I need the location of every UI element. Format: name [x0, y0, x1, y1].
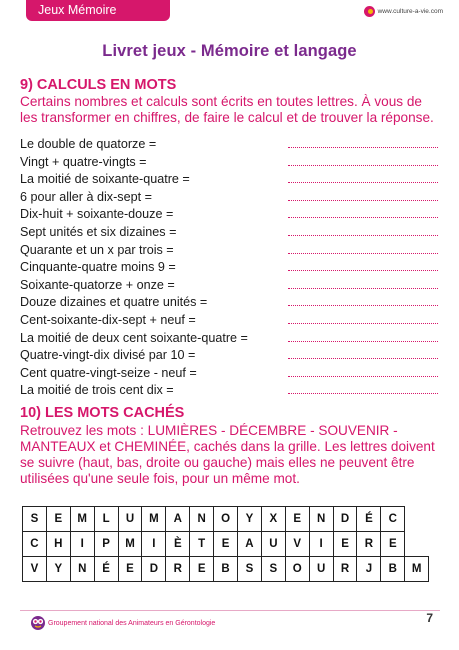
answer-line[interactable] — [288, 137, 438, 148]
calc-row — [20, 295, 440, 313]
grid-cell[interactable]: N — [190, 507, 214, 532]
calc-row — [20, 383, 440, 401]
grid-cell[interactable]: R — [357, 532, 381, 557]
grid-cell[interactable]: Y — [238, 507, 262, 532]
grid-cell[interactable]: E — [333, 532, 357, 557]
calc-row — [20, 348, 440, 366]
grid-cell[interactable]: È — [166, 532, 190, 557]
section-10-intro-line-3: se suivre (haut, bas, droite ou gauche) mais elles ne peuvent être — [20, 455, 415, 470]
grid-row — [23, 557, 429, 582]
grid-cell[interactable]: U — [309, 557, 333, 582]
section-9-intro-line-2: les transformer en chiffres, de faire le calcul et de trouver la réponse. — [20, 110, 434, 125]
section-10-intro-line-4: utilisées qu'une seule fois, pour un même mot. — [20, 471, 300, 486]
calc-question: Dix-huit + soixante-douze = — [20, 207, 174, 222]
grid-cell[interactable]: A — [238, 532, 262, 557]
calc-row — [20, 225, 440, 243]
grid-cell[interactable]: C — [23, 532, 47, 557]
grid-cell[interactable]: C — [381, 507, 405, 532]
answer-line[interactable] — [288, 366, 438, 377]
word-search-grid — [22, 506, 429, 582]
answer-line[interactable] — [288, 260, 438, 271]
calc-question: Douze dizaines et quatre unités = — [20, 295, 208, 310]
section-10-title: 10) LES MOTS CACHÉS — [20, 405, 185, 421]
footer-divider — [20, 610, 440, 611]
grid-cell[interactable]: D — [333, 507, 357, 532]
calc-row — [20, 313, 440, 331]
calc-row — [20, 172, 440, 190]
grid-cell[interactable]: S — [238, 557, 262, 582]
grid-cell[interactable]: I — [70, 532, 94, 557]
calc-row — [20, 137, 440, 155]
grid-cell[interactable]: E — [118, 557, 142, 582]
grid-cell[interactable]: E — [214, 532, 238, 557]
grid-cell[interactable]: M — [70, 507, 94, 532]
grid-cell[interactable]: B — [214, 557, 238, 582]
grid-cell[interactable]: S — [261, 557, 285, 582]
calc-row — [20, 331, 440, 349]
grid-cell[interactable]: S — [23, 507, 47, 532]
grid-cell[interactable]: U — [261, 532, 285, 557]
grid-cell[interactable]: X — [261, 507, 285, 532]
calc-question: La moitié de deux cent soixante-quatre = — [20, 330, 248, 345]
grid-cell[interactable]: R — [333, 557, 357, 582]
section-10-intro-line-2: MANTEAUX et CHEMINÉE, cachés dans la grille. Les lettres doivent — [20, 439, 435, 454]
header-tab: Jeux Mémoire — [26, 0, 170, 21]
grid-cell[interactable]: J — [357, 557, 381, 582]
grid-cell[interactable]: Y — [46, 557, 70, 582]
culture-logo-icon — [364, 6, 375, 17]
grid-cell[interactable]: O — [285, 557, 309, 582]
answer-line[interactable] — [288, 313, 438, 324]
ganeg-logo-icon — [30, 615, 46, 631]
section-9-intro-line-1: Certains nombres et calculs sont écrits en toutes lettres. À vous de — [20, 94, 422, 109]
grid-cell[interactable]: I — [309, 532, 333, 557]
grid-cell[interactable]: A — [166, 507, 190, 532]
answer-line[interactable] — [288, 225, 438, 236]
calc-question: Soixante-quatorze + onze = — [20, 277, 175, 292]
grid-cell[interactable]: H — [46, 532, 70, 557]
grid-cell[interactable]: E — [190, 557, 214, 582]
calc-question: Sept unités et six dizaines = — [20, 224, 177, 239]
calc-row — [20, 190, 440, 208]
calc-row — [20, 366, 440, 384]
grid-cell[interactable]: E — [46, 507, 70, 532]
answer-line[interactable] — [288, 383, 438, 394]
site-link[interactable] — [364, 4, 443, 18]
footer-organization: Groupement national des Animateurs en Gérontologie — [48, 620, 216, 627]
grid-cell[interactable]: R — [166, 557, 190, 582]
answer-line[interactable] — [288, 207, 438, 218]
calc-question: La moitié de trois cent dix = — [20, 383, 174, 398]
calc-row — [20, 207, 440, 225]
calc-question: Quatre-vingt-dix divisé par 10 = — [20, 348, 196, 363]
calc-row — [20, 260, 440, 278]
section-10-intro-line-1: Retrouvez les mots : LUMIÈRES - DÉCEMBRE - SOUVENIR - — [20, 423, 398, 438]
grid-cell[interactable]: É — [94, 557, 118, 582]
grid-cell[interactable]: I — [142, 532, 166, 557]
calc-question: 6 pour aller à dix-sept = — [20, 189, 152, 204]
page-number: 7 — [426, 611, 433, 625]
grid-cell[interactable]: O — [214, 507, 238, 532]
grid-cell[interactable]: N — [309, 507, 333, 532]
grid-cell[interactable]: E — [285, 507, 309, 532]
calc-row — [20, 278, 440, 296]
section-9-title: 9) CALCULS EN MOTS — [20, 77, 177, 93]
calc-question: Quarante et un x par trois = — [20, 242, 174, 257]
calc-list — [20, 137, 440, 401]
grid-row — [23, 532, 429, 557]
answer-line[interactable] — [288, 295, 438, 306]
grid-cell[interactable]: V — [23, 557, 47, 582]
grid-cell[interactable]: E — [381, 532, 405, 557]
grid-cell[interactable]: M — [142, 507, 166, 532]
section-9-intro — [20, 94, 440, 126]
page-header — [0, 0, 459, 40]
page-title: Livret jeux - Mémoire et langage — [102, 42, 357, 60]
grid-cell[interactable]: M — [118, 532, 142, 557]
answer-line[interactable] — [288, 172, 438, 183]
calc-question: Cent-soixante-dix-sept + neuf = — [20, 312, 196, 327]
calc-question: Le double de quatorze = — [20, 137, 157, 151]
grid-cell[interactable]: T — [190, 532, 214, 557]
answer-line[interactable] — [288, 155, 438, 166]
grid-cell[interactable]: D — [142, 557, 166, 582]
grid-cell[interactable]: M — [405, 557, 429, 582]
answer-line[interactable] — [288, 278, 438, 289]
calc-question: Cent quatre-vingt-seize - neuf = — [20, 365, 197, 380]
page-footer — [0, 604, 459, 644]
answer-line[interactable] — [288, 190, 438, 201]
calc-question: Cinquante-quatre moins 9 = — [20, 260, 176, 275]
answer-line[interactable] — [288, 331, 438, 342]
grid-cell[interactable]: V — [285, 532, 309, 557]
calc-row — [20, 243, 440, 261]
section-10-intro — [20, 423, 440, 487]
grid-row — [23, 507, 429, 532]
calc-row — [20, 155, 440, 173]
site-url[interactable]: www.culture-a-vie.com — [377, 7, 443, 15]
grid-cell[interactable]: B — [381, 557, 405, 582]
grid-cell[interactable]: L — [94, 507, 118, 532]
calc-question: Vingt + quatre-vingts = — [20, 154, 147, 169]
calc-question: La moitié de soixante-quatre = — [20, 172, 190, 187]
grid-cell[interactable]: N — [70, 557, 94, 582]
grid-cell[interactable]: É — [357, 507, 381, 532]
answer-line[interactable] — [288, 243, 438, 254]
grid-cell[interactable]: U — [118, 507, 142, 532]
grid-cell[interactable]: P — [94, 532, 118, 557]
answer-line[interactable] — [288, 348, 438, 359]
